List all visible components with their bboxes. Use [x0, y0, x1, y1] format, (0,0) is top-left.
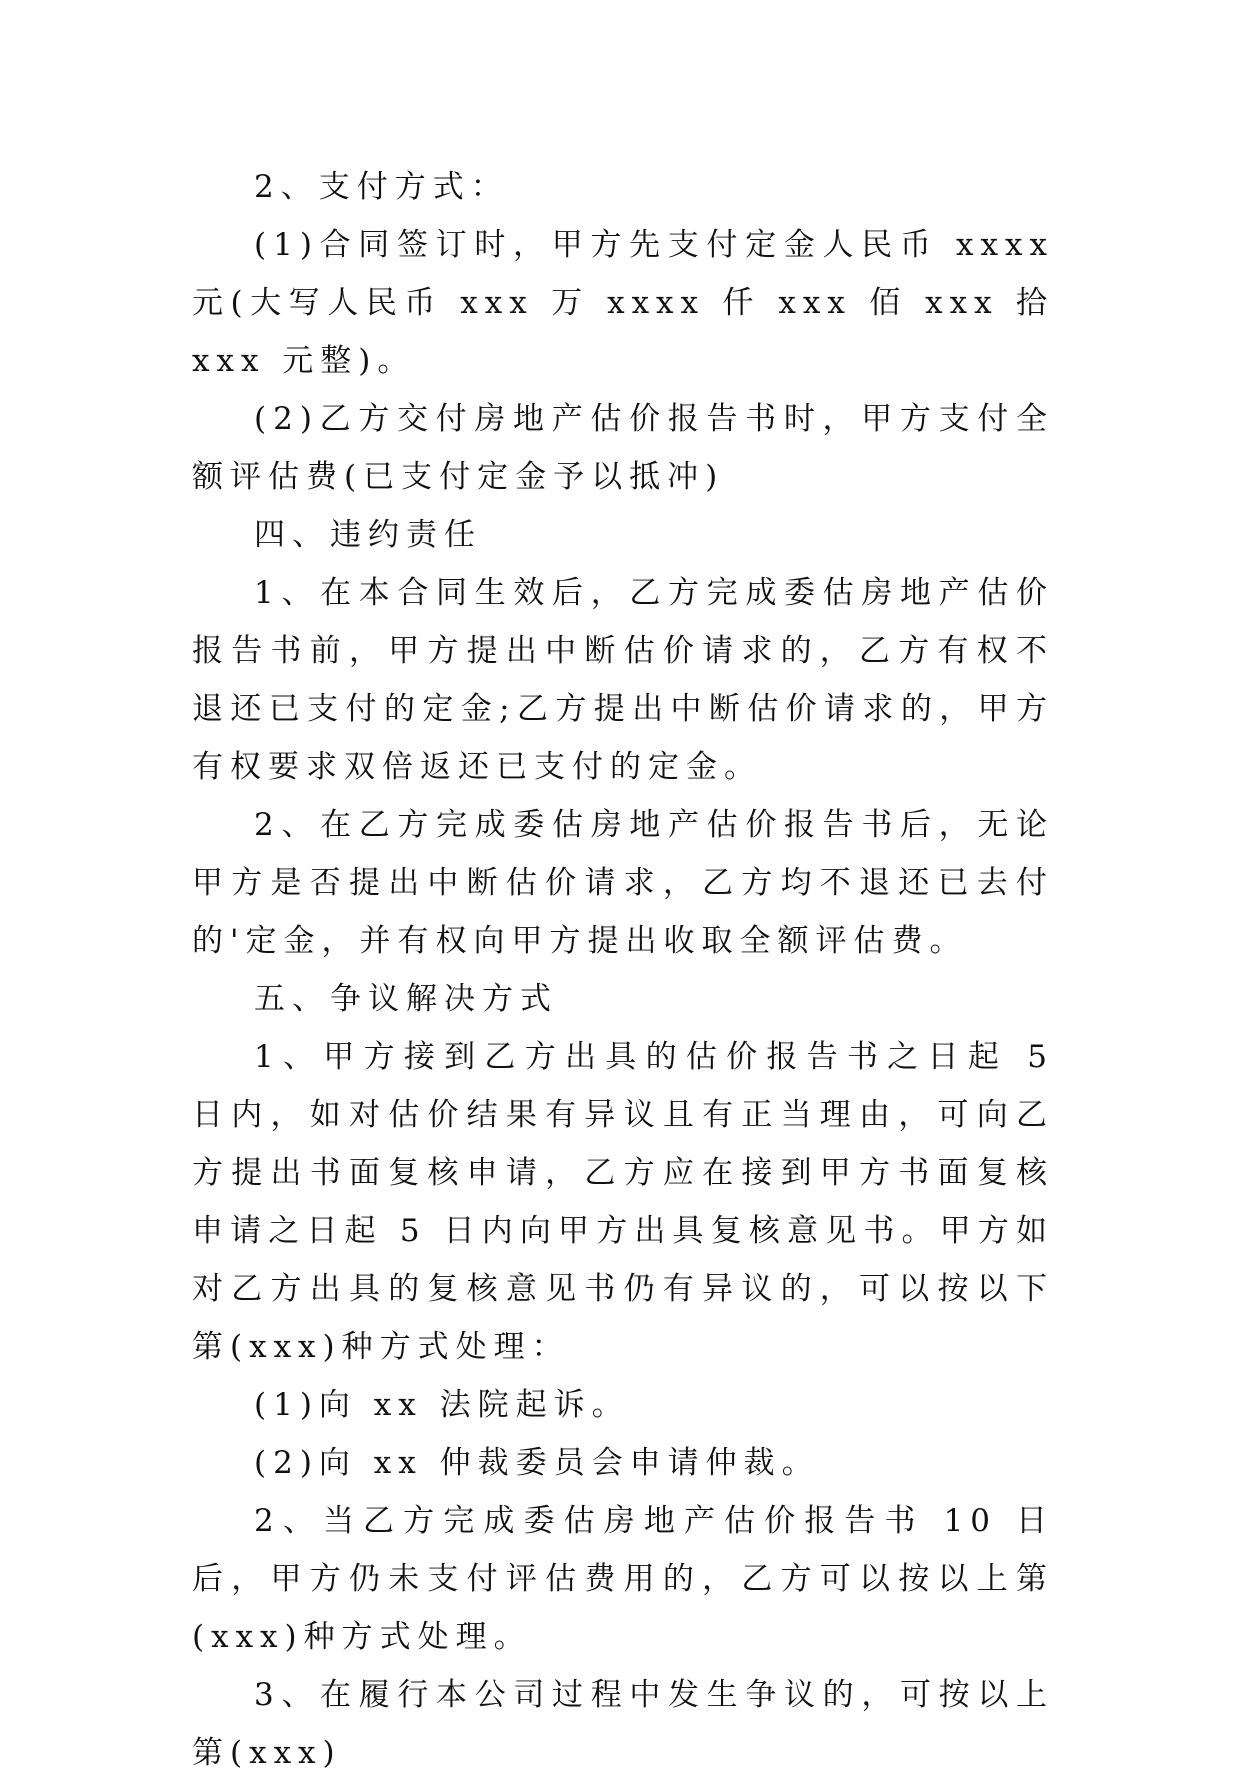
document-body: [192, 158, 1054, 1782]
paragraph-dispute-option-2: (2)向 xx 仲裁委员会申请仲裁。: [254, 1445, 820, 1481]
paragraph-dispute-option-1: (1)向 xx 法院起诉。: [254, 1387, 630, 1423]
paragraph-full-fee-payment: (2)乙方交付房地产估价报告书时，甲方支付全额评估费(已支付定金予以抵冲): [192, 401, 1054, 495]
section-heading-breach-liability: 四、违约责任: [254, 517, 482, 553]
payment-method-heading: 2、支付方式：: [254, 169, 509, 205]
paragraph-dispute-3: 3、在履行本公司过程中发生争议的，可按以上第(xxx): [192, 1677, 1054, 1771]
paragraph-dispute-2: 2、当乙方完成委估房地产估价报告书 10 日后，甲方仍未支付评估费用的，乙方可以按以上第(xxx)种方式处理。: [192, 1503, 1054, 1655]
paragraph-deposit-payment: (1)合同签订时，甲方先支付定金人民币 xxxx 元(大写人民币 xxx 万 xxxx 仟 xxx 佰 xxx 拾 xxx 元整)。: [192, 227, 1054, 379]
paragraph-breach-2: 2、在乙方完成委估房地产估价报告书后，无论甲方是否提出中断估价请求，乙方均不退还已去付的'定金，并有权向甲方提出收取全额评估费。: [192, 807, 1054, 959]
paragraph-dispute-1: 1、甲方接到乙方出具的估价报告书之日起 5 日内，如对估价结果有异议且有正当理由，可向乙方提出书面复核申请，乙方应在接到甲方书面复核申请之日起 5 日内向甲方出具复核意见书。甲方如对乙方出具的复核意见书仍有异议的，可以按以下第(xxx)种方式处理：: [192, 1039, 1054, 1365]
paragraph-breach-1: 1、在本合同生效后，乙方完成委估房地产估价报告书前，甲方提出中断估价请求的，乙方有权不退还已支付的定金;乙方提出中断估价请求的，甲方有权要求双倍返还已支付的定金。: [192, 575, 1054, 785]
section-heading-dispute-resolution: 五、争议解决方式: [254, 981, 558, 1017]
